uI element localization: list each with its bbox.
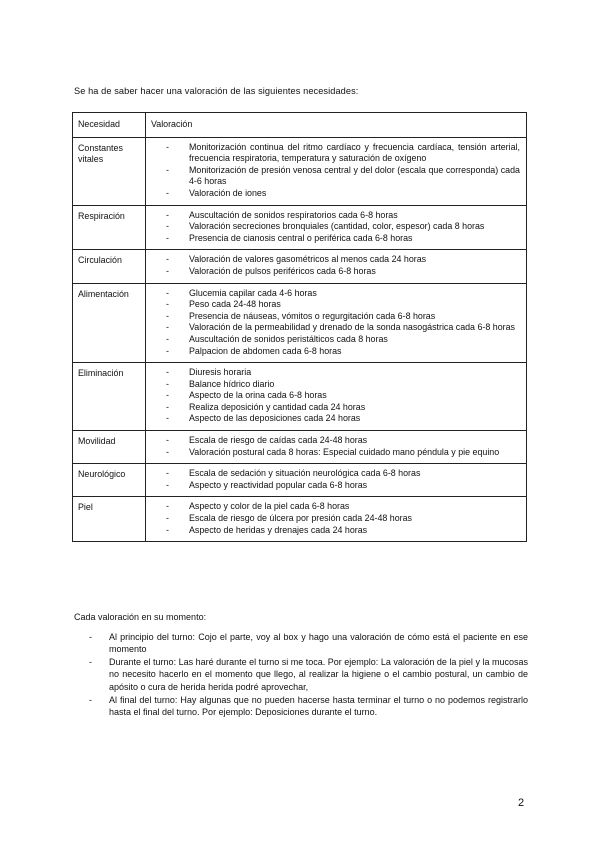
table-row <box>73 205 527 250</box>
table-row <box>73 283 527 363</box>
table-row <box>73 137 527 205</box>
list-item: - Diuresis horaria <box>152 367 520 379</box>
moment-item: - Al principio del turno: Cojo el parte, voy al box y hago una valoración de cómo está el paciente en ese momento <box>74 631 528 656</box>
valoracion-cell <box>146 283 527 363</box>
need-cell: Eliminación <box>73 363 146 431</box>
list-item: - Palpacion de abdomen cada 6-8 horas <box>152 346 520 358</box>
table-row <box>73 363 527 431</box>
list-item: - Presencia de náuseas, vómitos o regurgitación cada 6-8 horas <box>152 311 520 323</box>
header-valoracion: Valoración <box>146 113 527 138</box>
page-number: 2 <box>518 797 525 809</box>
list-item: - Valoración de iones <box>152 188 520 200</box>
list-item: - Escala de riesgo de úlcera por presión cada 24-48 horas <box>152 513 520 525</box>
list-item: - Presencia de cianosis central o periférica cada 6-8 horas <box>152 233 520 245</box>
need-cell: Respiración <box>73 205 146 250</box>
need-cell: Circulación <box>73 250 146 283</box>
need-cell: Constantes vitales <box>73 137 146 205</box>
list-item: - Aspecto y color de la piel cada 6-8 horas <box>152 501 520 513</box>
table-header-row <box>73 113 527 138</box>
valoracion-cell <box>146 137 527 205</box>
valoracion-cell <box>146 363 527 431</box>
moments-section <box>74 611 528 719</box>
list-item: - Escala de sedación y situación neurológica cada 6-8 horas <box>152 468 520 480</box>
list-item: - Auscultación de sonidos respiratorios cada 6-8 horas <box>152 210 520 222</box>
list-item: - Aspecto de heridas y drenajes cada 24 horas <box>152 525 520 537</box>
valoracion-list <box>152 435 520 458</box>
need-cell: Movilidad <box>73 431 146 464</box>
need-cell: Neurológico <box>73 464 146 497</box>
valoracion-list <box>152 367 520 425</box>
valoracion-list <box>152 468 520 491</box>
list-item: - Monitorización continua del ritmo cardíaco y frecuencia cardíaca, tensión arterial, frecuencia respiratoria, temperatura y saturación de oxígeno <box>152 142 520 165</box>
list-item: - Valoración de la permeabilidad y drenado de la sonda nasogástrica cada 6-8 horas <box>152 322 520 334</box>
list-item: - Aspecto de las deposiciones cada 24 horas <box>152 413 520 425</box>
intro-text: Se ha de saber hacer una valoración de las siguientes necesidades: <box>74 86 359 96</box>
list-item: - Aspecto de la orina cada 6-8 horas <box>152 390 520 402</box>
moments-heading: Cada valoración en su momento: <box>74 612 207 622</box>
list-item: - Aspecto y reactividad popular cada 6-8 horas <box>152 480 520 492</box>
valoracion-list <box>152 142 520 200</box>
valoracion-list <box>152 254 520 277</box>
moments-list <box>74 631 528 719</box>
list-item: - Auscultación de sonidos peristálticos cada 8 horas <box>152 334 520 346</box>
valoracion-cell <box>146 497 527 542</box>
table-row <box>73 431 527 464</box>
table-row <box>73 464 527 497</box>
valoracion-list <box>152 501 520 536</box>
list-item: - Valoración secreciones bronquiales (cantidad, color, espesor) cada 8 horas <box>152 221 520 233</box>
table-row <box>73 250 527 283</box>
list-item: - Realiza deposición y cantidad cada 24 horas <box>152 402 520 414</box>
list-item: - Peso cada 24-48 horas <box>152 299 520 311</box>
valoracion-cell <box>146 250 527 283</box>
moment-item: - Durante el turno: Las haré durante el turno si me toca. Por ejemplo: La valoración de la piel y la mucosas no necesito hacerlo en el momento que llego, al realizar la higiene o el cambio postural, un cambio de apósito o cura de herida herida podré aprovechar, <box>74 656 528 694</box>
moment-item: - Al final del turno: Hay algunas que no pueden hacerse hasta terminar el turno o no podemos registrarlo hasta el final del turno. Por ejemplo: Deposiciones durante el turno. <box>74 694 528 719</box>
list-item: - Valoración de pulsos periféricos cada 6-8 horas <box>152 266 520 278</box>
list-item: - Balance hídrico diario <box>152 379 520 391</box>
needs-table <box>72 112 527 542</box>
valoracion-cell <box>146 431 527 464</box>
list-item: - Valoración postural cada 8 horas: Especial cuidado mano péndula y pie equino <box>152 447 520 459</box>
valoracion-list <box>152 210 520 245</box>
list-item: - Escala de riesgo de caídas cada 24-48 horas <box>152 435 520 447</box>
valoracion-cell <box>146 464 527 497</box>
list-item: - Monitorización de presión venosa central y del dolor (escala que corresponda) cada 4-6 horas <box>152 165 520 188</box>
need-cell: Alimentación <box>73 283 146 363</box>
valoracion-cell <box>146 205 527 250</box>
need-cell: Piel <box>73 497 146 542</box>
table-body <box>73 137 527 542</box>
valoracion-list <box>152 288 520 358</box>
list-item: - Valoración de valores gasométricos al menos cada 24 horas <box>152 254 520 266</box>
header-necesidad: Necesidad <box>73 113 146 138</box>
table-row <box>73 497 527 542</box>
list-item: - Glucemia capilar cada 4-6 horas <box>152 288 520 300</box>
